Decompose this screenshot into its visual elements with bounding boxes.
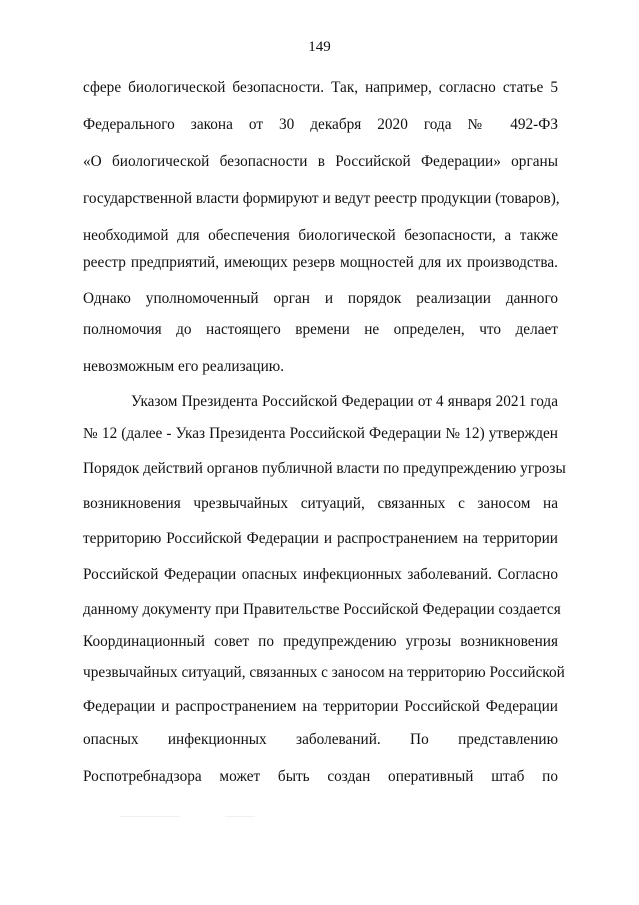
text-line: необходимой для обеспечения биологической безопасности, а также <box>83 227 558 244</box>
scan-artifact <box>120 816 180 817</box>
text-line: невозможным его реализацию. <box>83 358 285 375</box>
page-number: 149 <box>308 39 331 55</box>
text-line: Указом Президента Российской Федерации от 4 января 2021 года <box>131 393 558 410</box>
text-line: Порядок действий органов публичной власти по предупреждению угрозы <box>83 460 566 477</box>
text-line: «О биологической безопасности в Российской Федерации» органы <box>83 153 558 170</box>
text-line: данному документу при Правительстве Российской Федерации создается <box>83 601 561 618</box>
text-line: Координационный совет по предупреждению угрозы возникновения <box>83 633 558 650</box>
text-line: сфере биологической безопасности. Так, например, согласно статье 5 <box>83 79 558 96</box>
text-line: № 12 (далее - Указ Президента Российской Федерации № 12) утвержден <box>83 425 558 442</box>
text-line: чрезвычайных ситуаций, связанных с заносом на территорию Российской <box>83 664 565 681</box>
text-line: опасных инфекционных заболеваний. По представлению <box>83 731 558 748</box>
text-line: Российской Федерации опасных инфекционных заболеваний. Согласно <box>83 566 558 583</box>
text-line: территорию Российской Федерации и распространением на территории <box>83 530 558 547</box>
text-line: полномочия до настоящего времени не определен, что делает <box>83 321 558 338</box>
text-line: реестр предприятий, имеющих резерв мощностей для их производства. <box>83 254 558 271</box>
text-line: государственной власти формируют и ведут реестр продукции (товаров), <box>83 190 560 207</box>
scan-artifact <box>225 816 255 817</box>
text-line: Федерального закона от 30 декабря 2020 года № 492-ФЗ <box>83 116 558 133</box>
text-line: возникновения чрезвычайных ситуаций, связанных с заносом на <box>83 495 558 512</box>
text-line: Роспотребнадзора может быть создан оперативный штаб по <box>83 768 558 785</box>
text-line: Федерации и распространением на территории Российской Федерации <box>83 698 558 715</box>
text-line: Однако уполномоченный орган и порядок реализации данного <box>83 290 558 307</box>
